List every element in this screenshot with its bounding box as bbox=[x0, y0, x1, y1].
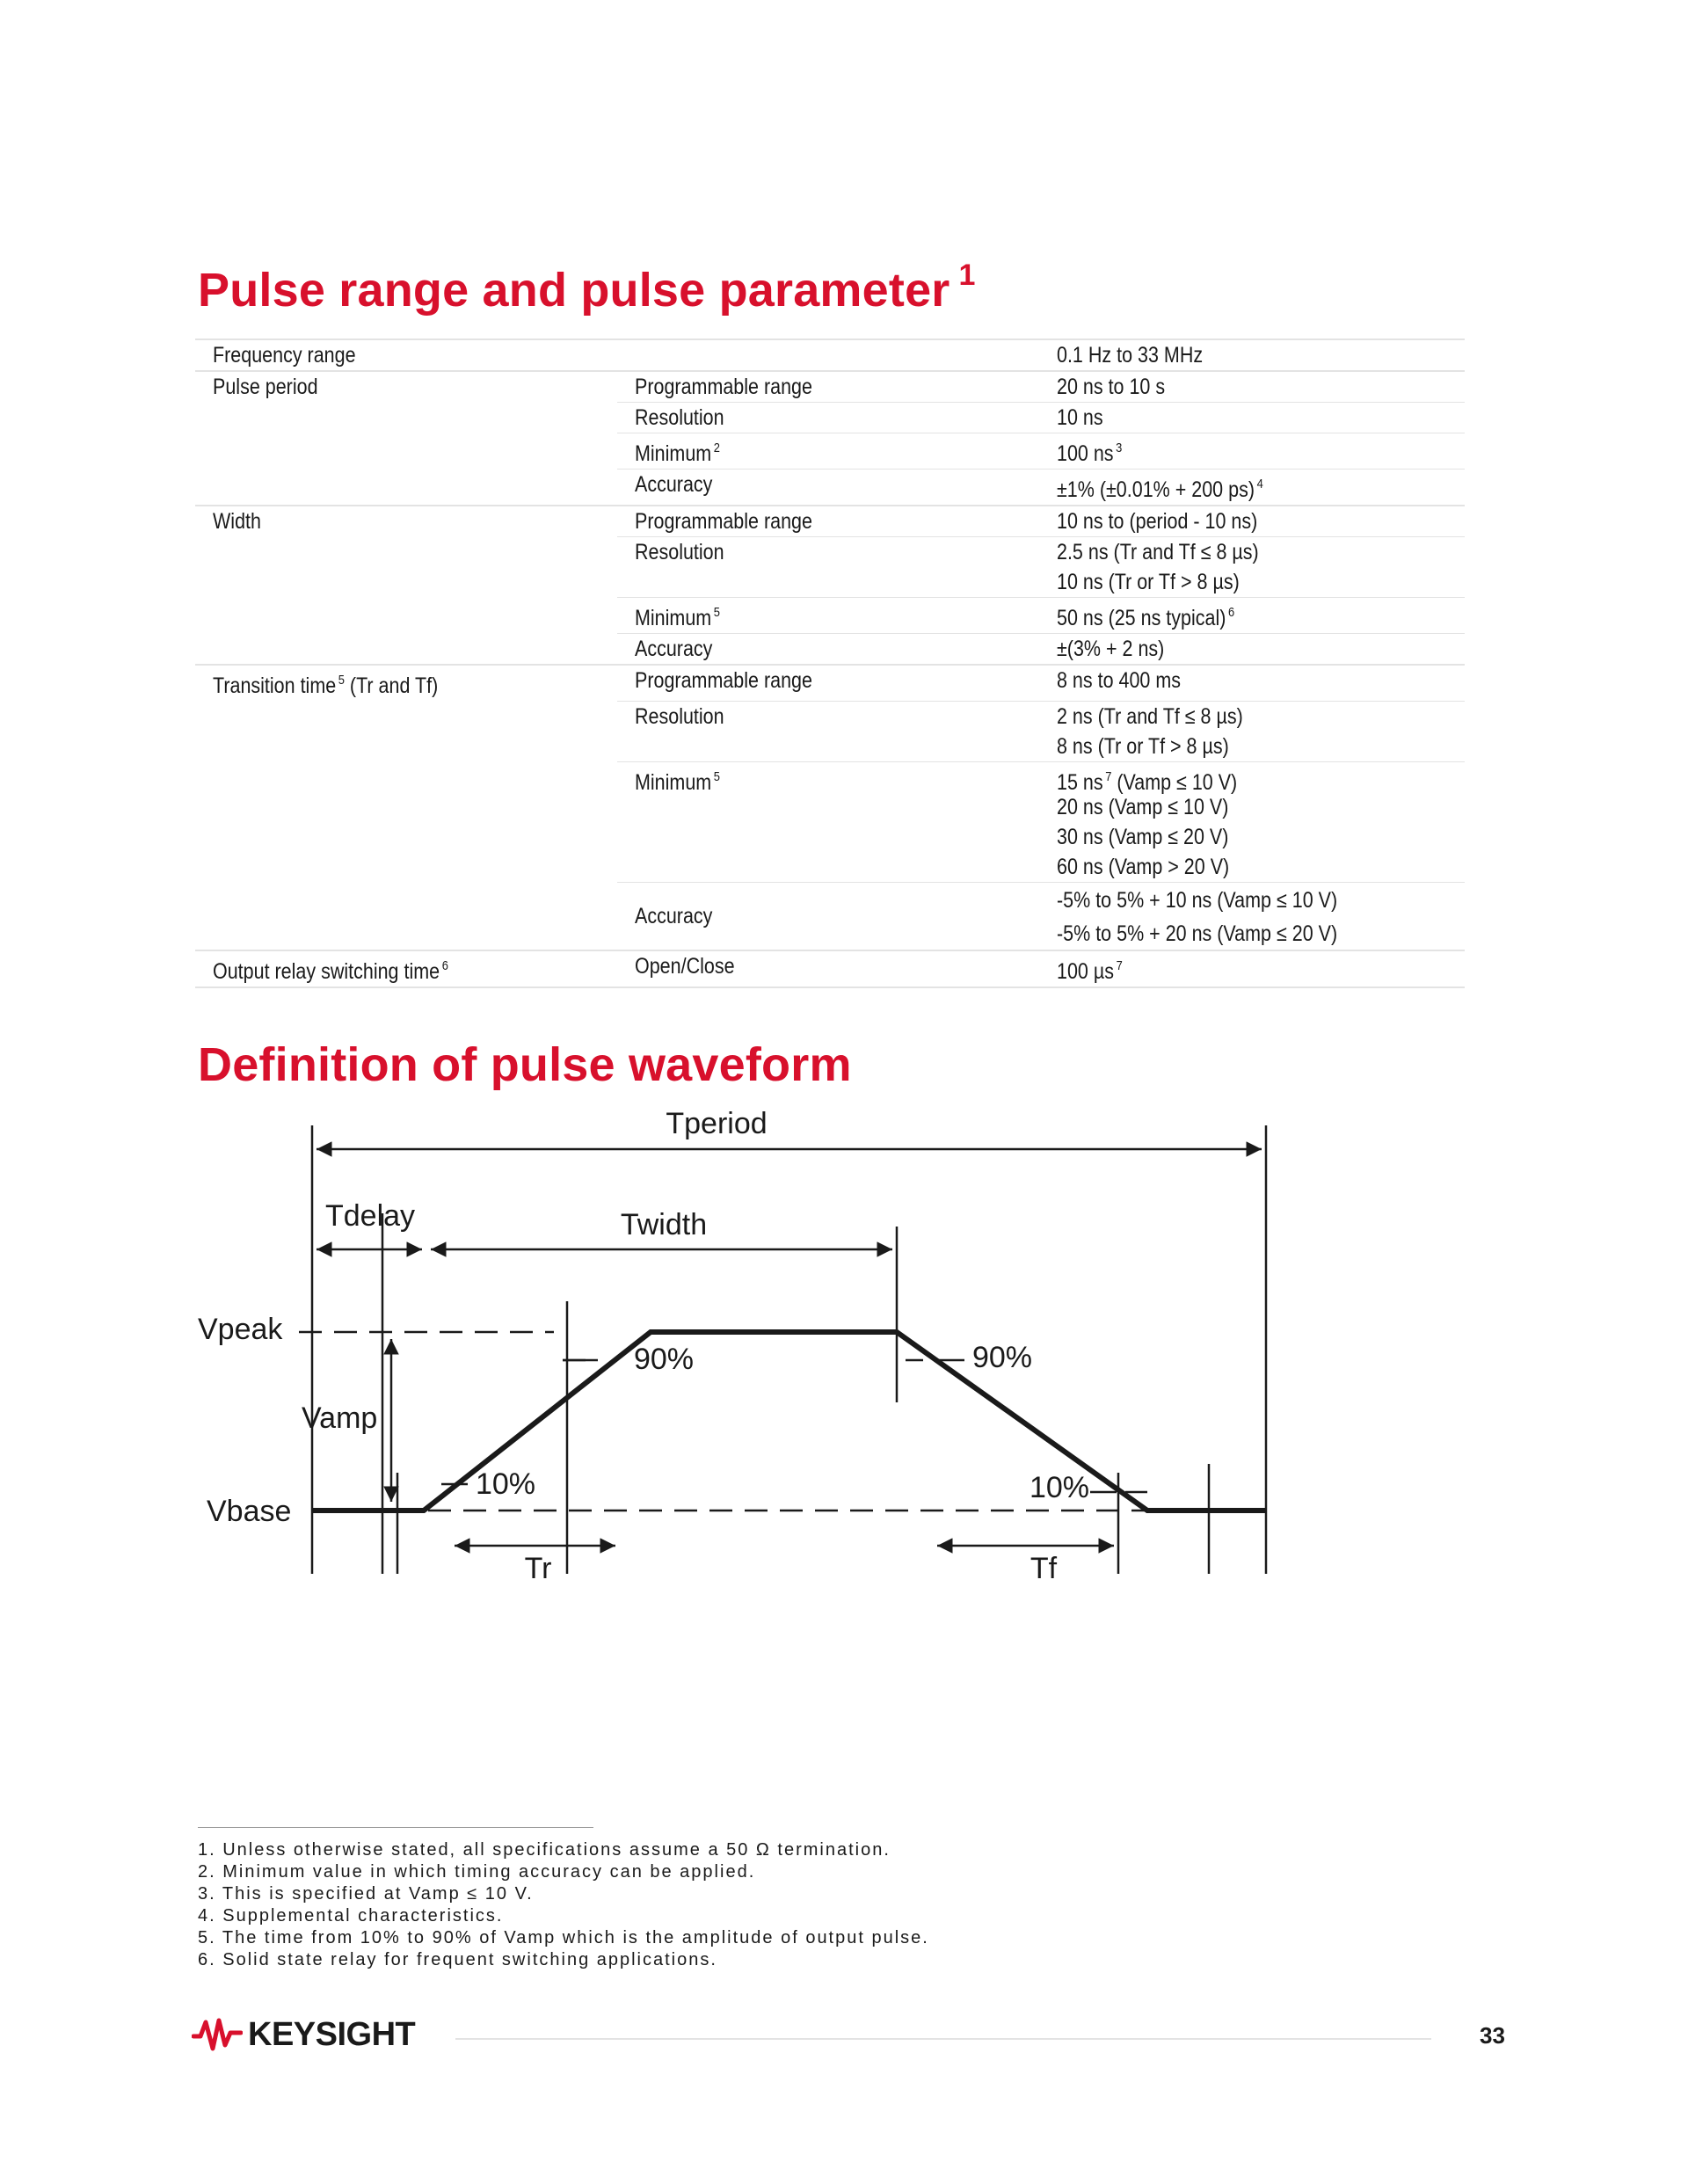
footnote: 2. Minimum value in which timing accuracy can be applied. bbox=[198, 1862, 756, 1882]
footnote: 5. The time from 10% to 90% of Vamp which is the amplitude of output pulse. bbox=[198, 1928, 929, 1947]
param-label: Programmable range bbox=[617, 665, 1039, 701]
footnote-ref: 4 bbox=[1256, 477, 1263, 491]
footnote-ref: 5 bbox=[338, 673, 345, 688]
vamp-label: Vamp bbox=[302, 1401, 378, 1435]
spec-value: 8 ns to 400 ms bbox=[1039, 665, 1465, 701]
param-label: Minimum $^5$ bbox=[617, 598, 1039, 634]
spec-value: -5% to 5% + 10 ns (Vamp ≤ 10 V) -5% to 5% + 20 ns (Vamp ≤ 20 V) bbox=[1039, 882, 1465, 950]
spec-value: 50 ns (25 ns typical) $^6$ bbox=[1039, 598, 1465, 634]
footnote-ref: 5 bbox=[713, 768, 720, 784]
footnote-ref: 6 bbox=[441, 957, 448, 973]
footnote: 4. Supplemental characteristics. bbox=[198, 1906, 504, 1926]
spec-value: 10 ns bbox=[1039, 403, 1465, 433]
page-number: 33 bbox=[1480, 2022, 1505, 2049]
spec-value: ±1% (±0.01% + 200 ps) $^4$ bbox=[1039, 470, 1465, 506]
section-title: Definition of pulse waveform bbox=[198, 1038, 852, 1091]
rise-10-label: 10% bbox=[475, 1467, 536, 1501]
spec-value: 10 ns to (period - 10 ns) bbox=[1039, 506, 1465, 537]
param-label: Minimum $^2$ bbox=[617, 433, 1039, 470]
footnote-ref: 7 bbox=[1105, 768, 1112, 784]
row-label: Output relay switching time $^6$ bbox=[195, 950, 617, 987]
rise-90-label: 90% bbox=[633, 1343, 695, 1376]
param-label: Accuracy bbox=[617, 470, 1039, 506]
param-label: Resolution bbox=[617, 403, 1039, 433]
param-label: Accuracy bbox=[617, 634, 1039, 666]
footnote: 6. Solid state relay for frequent switching applications. bbox=[198, 1950, 717, 1969]
footnote: 1. Unless otherwise stated, all specifications assume a 50 Ω termination. bbox=[198, 1840, 891, 1860]
param-label: Minimum $^5$ bbox=[617, 761, 1039, 882]
vbase-label: Vbase bbox=[207, 1495, 292, 1528]
tr-label: Tr bbox=[524, 1552, 552, 1585]
param-label: Resolution bbox=[617, 701, 1039, 761]
footnote: 3. This is specified at Vamp ≤ 10 V. bbox=[198, 1884, 534, 1904]
row-label: Width bbox=[195, 506, 617, 537]
keysight-logo bbox=[192, 2015, 415, 2054]
footnote-ref: 3 bbox=[1116, 440, 1123, 455]
footer-divider bbox=[455, 2038, 1431, 2040]
spec-value: 100 µs $^7$ bbox=[1039, 950, 1465, 987]
param-label: Programmable range bbox=[617, 506, 1039, 537]
fall-90-label: 90% bbox=[971, 1341, 1033, 1374]
param-label: Resolution bbox=[617, 537, 1039, 598]
row-label: Transition time $^5$ (Tr and Tf) bbox=[195, 665, 617, 701]
footnote-ref: 6 bbox=[1227, 605, 1235, 620]
spec-table bbox=[195, 339, 1465, 988]
footnote-ref: 7 bbox=[1116, 957, 1123, 973]
row-label: Pulse period bbox=[195, 371, 617, 403]
twidth-label: Twidth bbox=[620, 1208, 708, 1241]
tf-label: Tf bbox=[1030, 1552, 1058, 1585]
spec-value: 2.5 ns (Tr and Tf ≤ 8 µs) 10 ns (Tr or Tf > 8 µs) bbox=[1039, 537, 1465, 598]
spec-value: 0.1 Hz to 33 MHz bbox=[1039, 339, 1465, 371]
pulse-waveform-diagram bbox=[185, 1103, 1310, 1596]
footnote-divider bbox=[198, 1827, 593, 1828]
tdelay-label: Tdelay bbox=[325, 1199, 416, 1233]
param-label: Open/Close bbox=[617, 950, 1039, 987]
spec-value: ±(3% + 2 ns) bbox=[1039, 634, 1465, 666]
keysight-wave-icon bbox=[192, 2015, 243, 2054]
section-title: Pulse range and pulse parameter bbox=[198, 264, 950, 317]
brand-name: KEYSIGHT bbox=[248, 2015, 416, 2053]
vpeak-label: Vpeak bbox=[198, 1313, 283, 1346]
row-label: Frequency range bbox=[195, 339, 617, 371]
footnote-ref: 2 bbox=[713, 440, 720, 455]
param-label: Programmable range bbox=[617, 371, 1039, 403]
tperiod-label: Tperiod bbox=[666, 1107, 768, 1140]
param-label: Accuracy bbox=[617, 882, 1039, 950]
spec-value: 20 ns to 10 s bbox=[1039, 371, 1465, 403]
fall-10-label: 10% bbox=[1029, 1471, 1090, 1504]
footnote-ref: 5 bbox=[713, 605, 720, 620]
spec-value: 15 ns $^7$ (Vamp ≤ 10 V) 20 ns (Vamp ≤ 10 V) 30 ns (Vamp ≤ 20 V) 60 ns (Vamp > 20 V) bbox=[1039, 761, 1465, 882]
spec-value: 100 ns $^3$ bbox=[1039, 433, 1465, 470]
footnote-ref: 1 bbox=[958, 258, 976, 292]
page-title bbox=[198, 258, 976, 317]
spec-value: 2 ns (Tr and Tf ≤ 8 µs) 8 ns (Tr or Tf > 8 µs) bbox=[1039, 701, 1465, 761]
footnotes bbox=[198, 1839, 929, 1971]
